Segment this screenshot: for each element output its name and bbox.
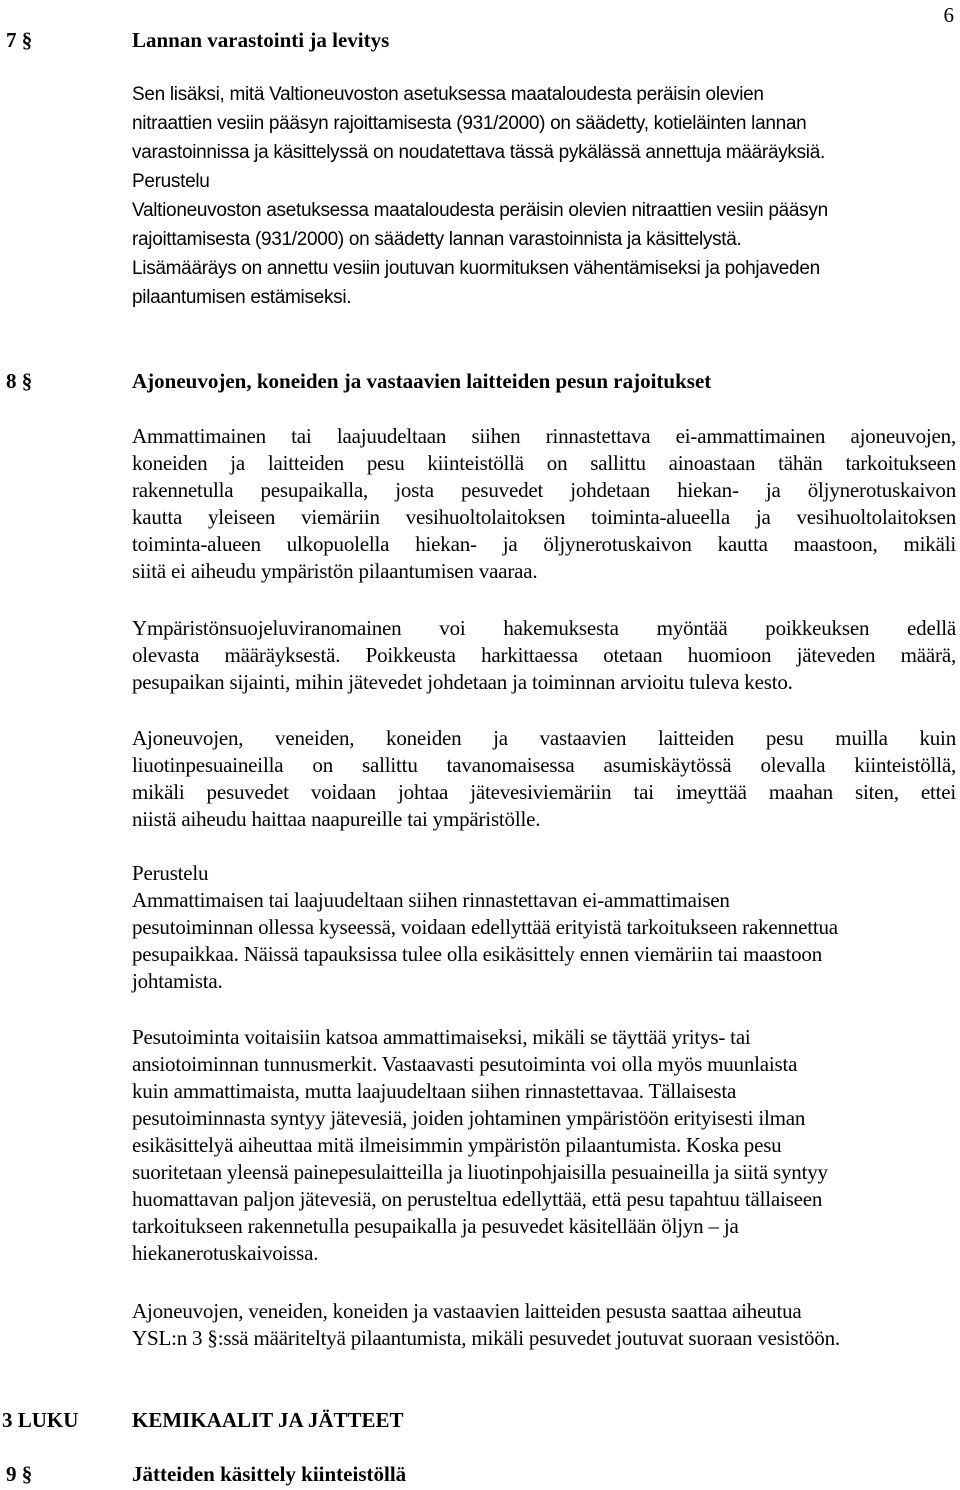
section-title: Lannan varastointi ja levitys	[132, 28, 390, 52]
text-line: Sen lisäksi, mitä Valtioneuvoston asetuksessa maataloudesta peräisin olevien	[132, 84, 764, 105]
text-line: huomattavan paljon jätevesiä, on perusteltua edellyttää, että pesu tapahtuu tällaiseen	[132, 1187, 823, 1211]
text-line: Valtioneuvoston asetuksessa maataloudesta peräisin olevien nitraattien vesiin pääsyn	[132, 200, 828, 221]
text-line: tarkoitukseen rakennetulla pesupaikalla ja pesuvedet käsitellään öljyn – ja	[132, 1214, 739, 1238]
text-line: toiminta-alueen ulkopuolella hiekan- ja öljynerotuskaivon kautta maastoon, mikäli	[132, 532, 956, 556]
text-line: esikäsittelyä aiheuttaa mitä ilmeisimmin ympäristön pilaantumista. Koska pesu	[132, 1133, 782, 1157]
text-line: pesupaikkaa. Näissä tapauksissa tulee olla esikäsittely ennen viemäriin tai maastoon	[132, 942, 822, 966]
text-line: varastoinnissa ja käsittelyssä on noudatettava tässä pykälässä annettuja määräyksiä.	[132, 142, 825, 163]
section-number: 8 §	[6, 369, 33, 393]
section-8-paragraph-3	[132, 725, 956, 833]
text-line: kautta yleiseen viemäriin vesihuoltolaitoksen toiminta-alueella ja vesihuoltolaitoksen	[132, 505, 956, 529]
text-line: kuin ammattimaista, mutta laajuudeltaan siihen rinnastettavaa. Tällaisesta	[132, 1079, 737, 1103]
chapter-title: KEMIKAALIT JA JÄTTEET	[132, 1408, 404, 1432]
text-line: suoritetaan yleensä painepesulaitteilla ja liuotinpohjaisilla pesuaineilla ja siitä syntyy	[132, 1160, 828, 1184]
section-number: 9 §	[6, 1462, 33, 1486]
text-line: pilaantumisen estämiseksi.	[132, 287, 352, 308]
text-line: Lisämääräys on annettu vesiin joutuvan kuormituksen vähentämiseksi ja pohjaveden	[132, 258, 820, 279]
section-8-paragraph-2	[132, 615, 956, 696]
text-line: Ajoneuvojen, veneiden, koneiden ja vastaavien laitteiden pesu muilla kuin	[132, 726, 956, 750]
text-line: pesutoiminnasta syntyy jätevesiä, joiden johtaminen ympäristöön erityisesti ilman	[132, 1106, 806, 1130]
section-8-paragraph-1	[132, 423, 956, 585]
text-line: hiekanerotuskaivoissa.	[132, 1241, 319, 1265]
rationale-label: Perustelu	[132, 861, 209, 885]
section-title: Ajoneuvojen, koneiden ja vastaavien laitteiden pesun rajoitukset	[132, 369, 712, 393]
text-line: pesutoiminnan ollessa kyseessä, voidaan edellyttää erityistä tarkoitukseen rakennettua	[132, 915, 838, 939]
text-line: olevasta määräyksestä. Poikkeusta harkittaessa otetaan huomioon jäteveden määrä,	[132, 643, 956, 667]
text-line: Pesutoiminta voitaisiin katsoa ammattimaiseksi, mikäli se täyttää yritys- tai	[132, 1025, 751, 1049]
text-line: Ammattimaisen tai laajuudeltaan siihen rinnastettavan ei-ammattimaisen	[132, 888, 730, 912]
text-line: pesupaikan sijainti, mihin jätevedet johdetaan ja toiminnan arvioitu tuleva kesto.	[132, 670, 793, 694]
text-line: johtamista.	[132, 969, 223, 993]
text-line: koneiden ja laitteiden pesu kiinteistöllä on sallittu ainoastaan tähän tarkoitukseen	[132, 451, 956, 475]
text-line: mikäli pesuvedet voidaan johtaa jätevesiviemäriin tai imeyttää maahan siten, ettei	[132, 780, 956, 804]
rationale-label: Perustelu	[132, 171, 210, 192]
text-line: rajoittamisesta (931/2000) on säädetty lannan varastoinnista ja käsittelystä.	[132, 229, 742, 250]
chapter-number: 3 LUKU	[2, 1408, 79, 1432]
page-number: 6	[943, 3, 954, 27]
text-line: ansiotoiminnan tunnusmerkit. Vastaavasti pesutoiminta voi olla myös muunlaista	[132, 1052, 798, 1076]
text-line: Ammattimainen tai laajuudeltaan siihen rinnastettava ei-ammattimainen ajoneuvojen,	[132, 424, 956, 448]
text-line: Ajoneuvojen, veneiden, koneiden ja vastaavien laitteiden pesusta saattaa aiheutua	[132, 1299, 802, 1323]
text-line: niistä aiheudu haittaa naapureille tai ympäristölle.	[132, 807, 541, 831]
text-line: Ympäristönsuojeluviranomainen voi hakemuksesta myöntää poikkeuksen edellä	[132, 616, 956, 640]
section-number: 7 §	[6, 28, 33, 52]
text-line: YSL:n 3 §:ssä määriteltyä pilaantumista, mikäli pesuvedet joutuvat suoraan vesistöön.	[132, 1326, 840, 1350]
text-line: siitä ei aiheudu ympäristön pilaantumisen vaaraa.	[132, 559, 538, 583]
section-7-intro	[132, 80, 952, 312]
section-8-rationale-1	[132, 860, 956, 995]
section-8-rationale-3	[132, 1298, 956, 1352]
text-line: nitraattien vesiin pääsyn rajoittamisesta (931/2000) on säädetty, kotieläinten lannan	[132, 113, 807, 134]
section-title: Jätteiden käsittely kiinteistöllä	[132, 1462, 407, 1486]
section-8-rationale-2	[132, 1024, 956, 1267]
text-line: liuotinpesuaineilla on sallittu tavanomaisessa asumiskäytössä olevalla kiinteistöllä,	[132, 753, 956, 777]
text-line: rakennetulla pesupaikalla, josta pesuvedet johdetaan hiekan- ja öljynerotuskaivon	[132, 478, 956, 502]
